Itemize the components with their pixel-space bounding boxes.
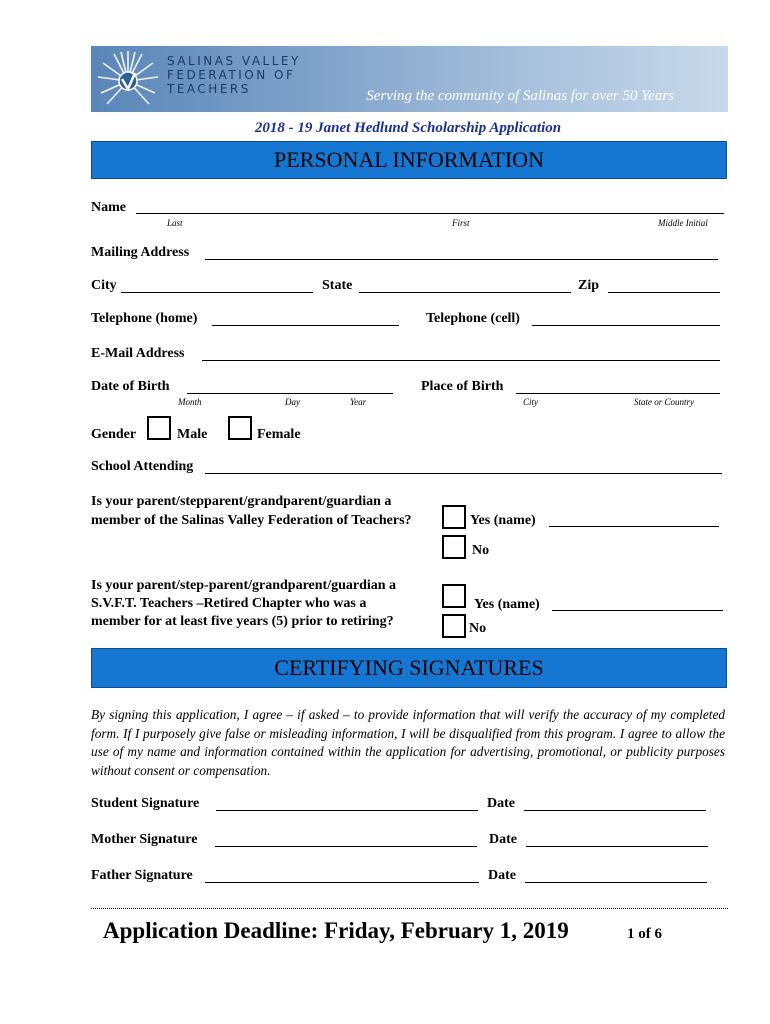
agreement-paragraph: By signing this application, I agree – if asked – to provide information that will verify the accuracy of my completed form. If I purposely give false or misleading information, I will be disqualified from this program. I agree to allow the use of my name and information contained within the application for advertising, promotional, or publicity purposes without consent or compensation. [91,707,725,778]
organization-name: SALINAS VALLEY FEDERATION OF TEACHERS [167,54,301,96]
male-label: Male [177,427,208,442]
name-middle-caption: Middle Initial [658,218,708,228]
question1-line1: Is your parent/stepparent/grandparent/guardian a [91,494,392,509]
student-date-label: Date [487,796,515,811]
name-field[interactable] [136,213,724,214]
q2-yes-label: Yes (name) [474,597,540,612]
city-label: City [91,278,117,293]
gender-label: Gender [91,427,137,442]
place-of-birth-label: Place of Birth [421,379,504,394]
email-label: E-Mail Address [91,346,185,361]
female-label: Female [257,427,301,442]
dob-month-caption: Month [178,397,202,407]
mother-signature-label: Mother Signature [91,832,198,847]
dob-day-caption: Day [285,397,300,407]
slogan: Serving the community of Salinas for over 50 Years [366,88,674,104]
q1-no-label: No [472,543,490,558]
mother-date-label: Date [489,832,517,847]
q1-yes-label: Yes (name) [470,513,536,528]
school-attending-field[interactable] [205,473,722,474]
pob-city-caption: City [523,397,538,407]
father-date-field[interactable] [525,882,707,883]
student-signature-field[interactable] [216,810,478,811]
student-date-field[interactable] [524,810,706,811]
question2-line2: S.V.F.T. Teachers –Retired Chapter who was a [91,596,367,611]
female-checkbox[interactable] [228,416,252,440]
mother-signature-field[interactable] [215,846,477,847]
state-field[interactable] [359,292,571,293]
date-of-birth-label: Date of Birth [91,379,170,394]
question1-line2: member of the Salinas Valley Federation of Teachers? [91,513,412,528]
section-personal-information: PERSONAL INFORMATION [91,141,727,179]
telephone-home-field[interactable] [212,325,399,326]
zip-label: Zip [578,278,600,293]
father-signature-field[interactable] [205,882,479,883]
mother-date-field[interactable] [526,846,708,847]
zip-field[interactable] [608,292,720,293]
form-title: 2018 - 19 Janet Hedlund Scholarship Application [254,120,562,136]
footer-divider [91,908,728,909]
school-attending-label: School Attending [91,459,194,474]
email-field[interactable] [202,360,720,361]
place-of-birth-field[interactable] [516,393,720,394]
dob-year-caption: Year [350,397,367,407]
student-signature-label: Student Signature [91,796,200,811]
page-number: 1 of 6 [627,926,662,942]
date-of-birth-field[interactable] [187,393,393,394]
question2-line3: member for at least five years (5) prior to retiring? [91,614,394,629]
application-deadline: Application Deadline: Friday, February 1, 2019 [103,918,569,943]
q2-yes-name-field[interactable] [552,610,723,611]
pob-state-caption: State or Country [634,397,694,407]
state-label: State [322,278,353,293]
section-certifying-signatures: CERTIFYING SIGNATURES [91,648,727,688]
telephone-cell-field[interactable] [532,325,720,326]
header-banner [91,46,728,112]
father-date-label: Date [488,868,516,883]
city-field[interactable] [121,292,313,293]
father-signature-label: Father Signature [91,868,193,883]
q2-no-checkbox[interactable] [442,614,466,638]
name-label: Name [91,200,126,215]
q1-no-checkbox[interactable] [442,535,466,559]
name-last-caption: Last [167,218,183,228]
q2-yes-checkbox[interactable] [442,584,466,608]
male-checkbox[interactable] [147,416,171,440]
mailing-address-label: Mailing Address [91,245,190,260]
question2-line1: Is your parent/step-parent/grandparent/guardian a [91,578,397,593]
name-first-caption: First [452,218,470,228]
telephone-cell-label: Telephone (cell) [426,311,520,326]
sunburst-logo-icon [97,49,159,109]
q1-yes-name-field[interactable] [549,526,719,527]
q2-no-label: No [469,621,487,636]
q1-yes-checkbox[interactable] [442,505,466,529]
telephone-home-label: Telephone (home) [91,311,198,326]
mailing-address-field[interactable] [205,259,718,260]
